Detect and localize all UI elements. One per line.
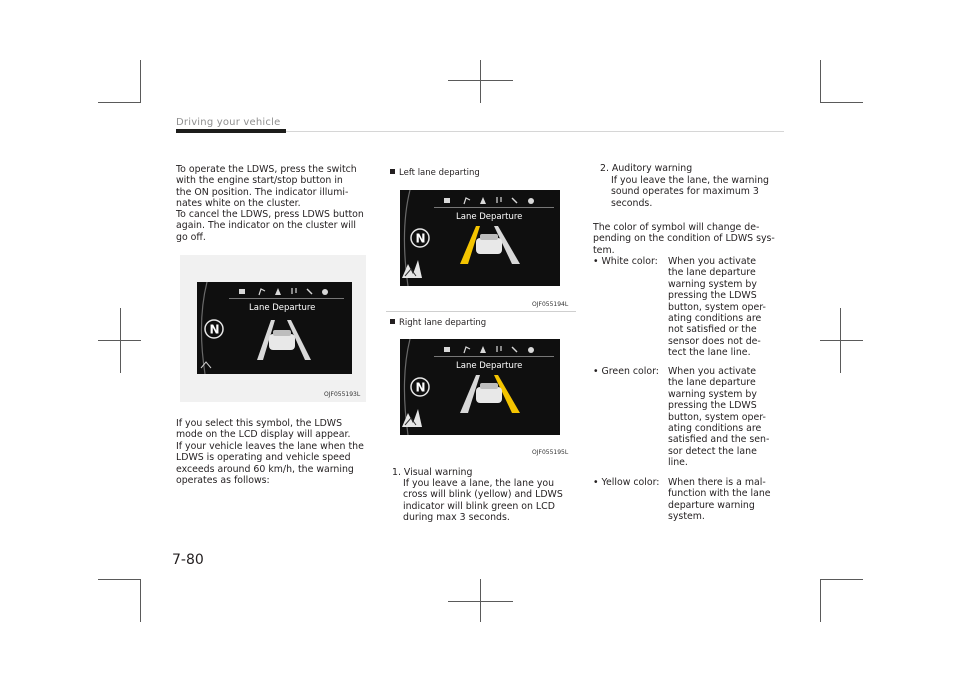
bullet-square [390,169,395,174]
crop-mark [820,579,821,622]
crop-mark [480,60,481,103]
figure-divider [386,311,576,312]
crop-mark [98,340,141,341]
crop-mark [820,102,863,103]
item-visual-warning-body: If you leave a lane, the lane you cross will blink (yellow) and LDWS indicator will blink green on LCD during max 3 seconds. [403,478,563,524]
item-visual-warning-title: 1. Visual warning [392,467,473,478]
crop-mark [820,60,821,103]
gear-indicator: N [415,380,426,395]
color-entry-yellow [593,477,789,527]
lcd-screen-right-departing [400,339,560,435]
figure-code: OJF055194L [532,301,569,308]
paragraph-select-symbol: If you select this symbol, the LDWS mode on the LCD display will appear. [176,418,351,441]
section-right-lane: Right lane departing [390,318,486,328]
color-description: When you activate the lane departure warning system by pressing the LDWS button, system oper- ating conditions are satisfied and the sen- sor detect the lane line. [668,366,770,469]
header-rule [286,131,784,132]
screen-title: Lane Departure [456,212,523,222]
color-label: • Yellow color: [593,477,660,488]
section-header: Driving your vehicle [176,117,281,128]
color-label: • White color: [593,256,658,267]
crop-mark [448,601,513,602]
section-left-lane: Left lane departing [390,168,480,178]
color-entry-green [593,366,789,476]
crop-mark [820,579,863,580]
screen-title: Lane Departure [456,361,523,371]
color-description: When you activate the lane departure warning system by pressing the LDWS button, system oper- ating conditions are not satisfied or the sensor does not de- tect the lane line. [668,256,766,359]
color-description: When there is a mal- function with the lane departure warning system. [668,477,771,523]
crop-mark [448,80,513,81]
figure-code: OJF055193L [324,391,361,398]
screen-title: Lane Departure [249,303,316,313]
crop-mark [140,60,141,103]
lcd-screen [197,282,352,374]
bullet-square [390,319,395,324]
color-label: • Green color: [593,366,659,377]
figure-code: OJF055195L [532,449,569,456]
paragraph-symbol-color: The color of symbol will change de- pending on the condition of LDWS sys- tem. [593,222,775,256]
crop-mark [820,340,863,341]
paragraph-cancel: To cancel the LDWS, press LDWS button again. The indicator on the cluster will go off. [176,209,364,243]
item-auditory-warning-body: If you leave the lane, the warning sound operates for maximum 3 seconds. [611,175,769,209]
lcd-screen-left-departing [400,190,560,286]
crop-mark [98,102,141,103]
gear-indicator: N [415,231,426,246]
item-auditory-warning-title: 2. Auditory warning [600,163,693,174]
header-bar [176,129,286,133]
page-number: 7-80 [172,552,204,568]
color-entry-white [593,256,789,366]
crop-mark [98,579,141,580]
paragraph-warning-conditions: If your vehicle leaves the lane when the LDWS is operating and vehicle speed exceeds around 60 km/h, the warning operates as follows: [176,441,364,487]
paragraph-operate: To operate the LDWS, press the switch with the engine start/stop button in the ON position. The indicator illumi- nates white on the cluster. [176,164,357,210]
crop-mark [140,579,141,622]
gear-indicator: N [209,322,220,337]
